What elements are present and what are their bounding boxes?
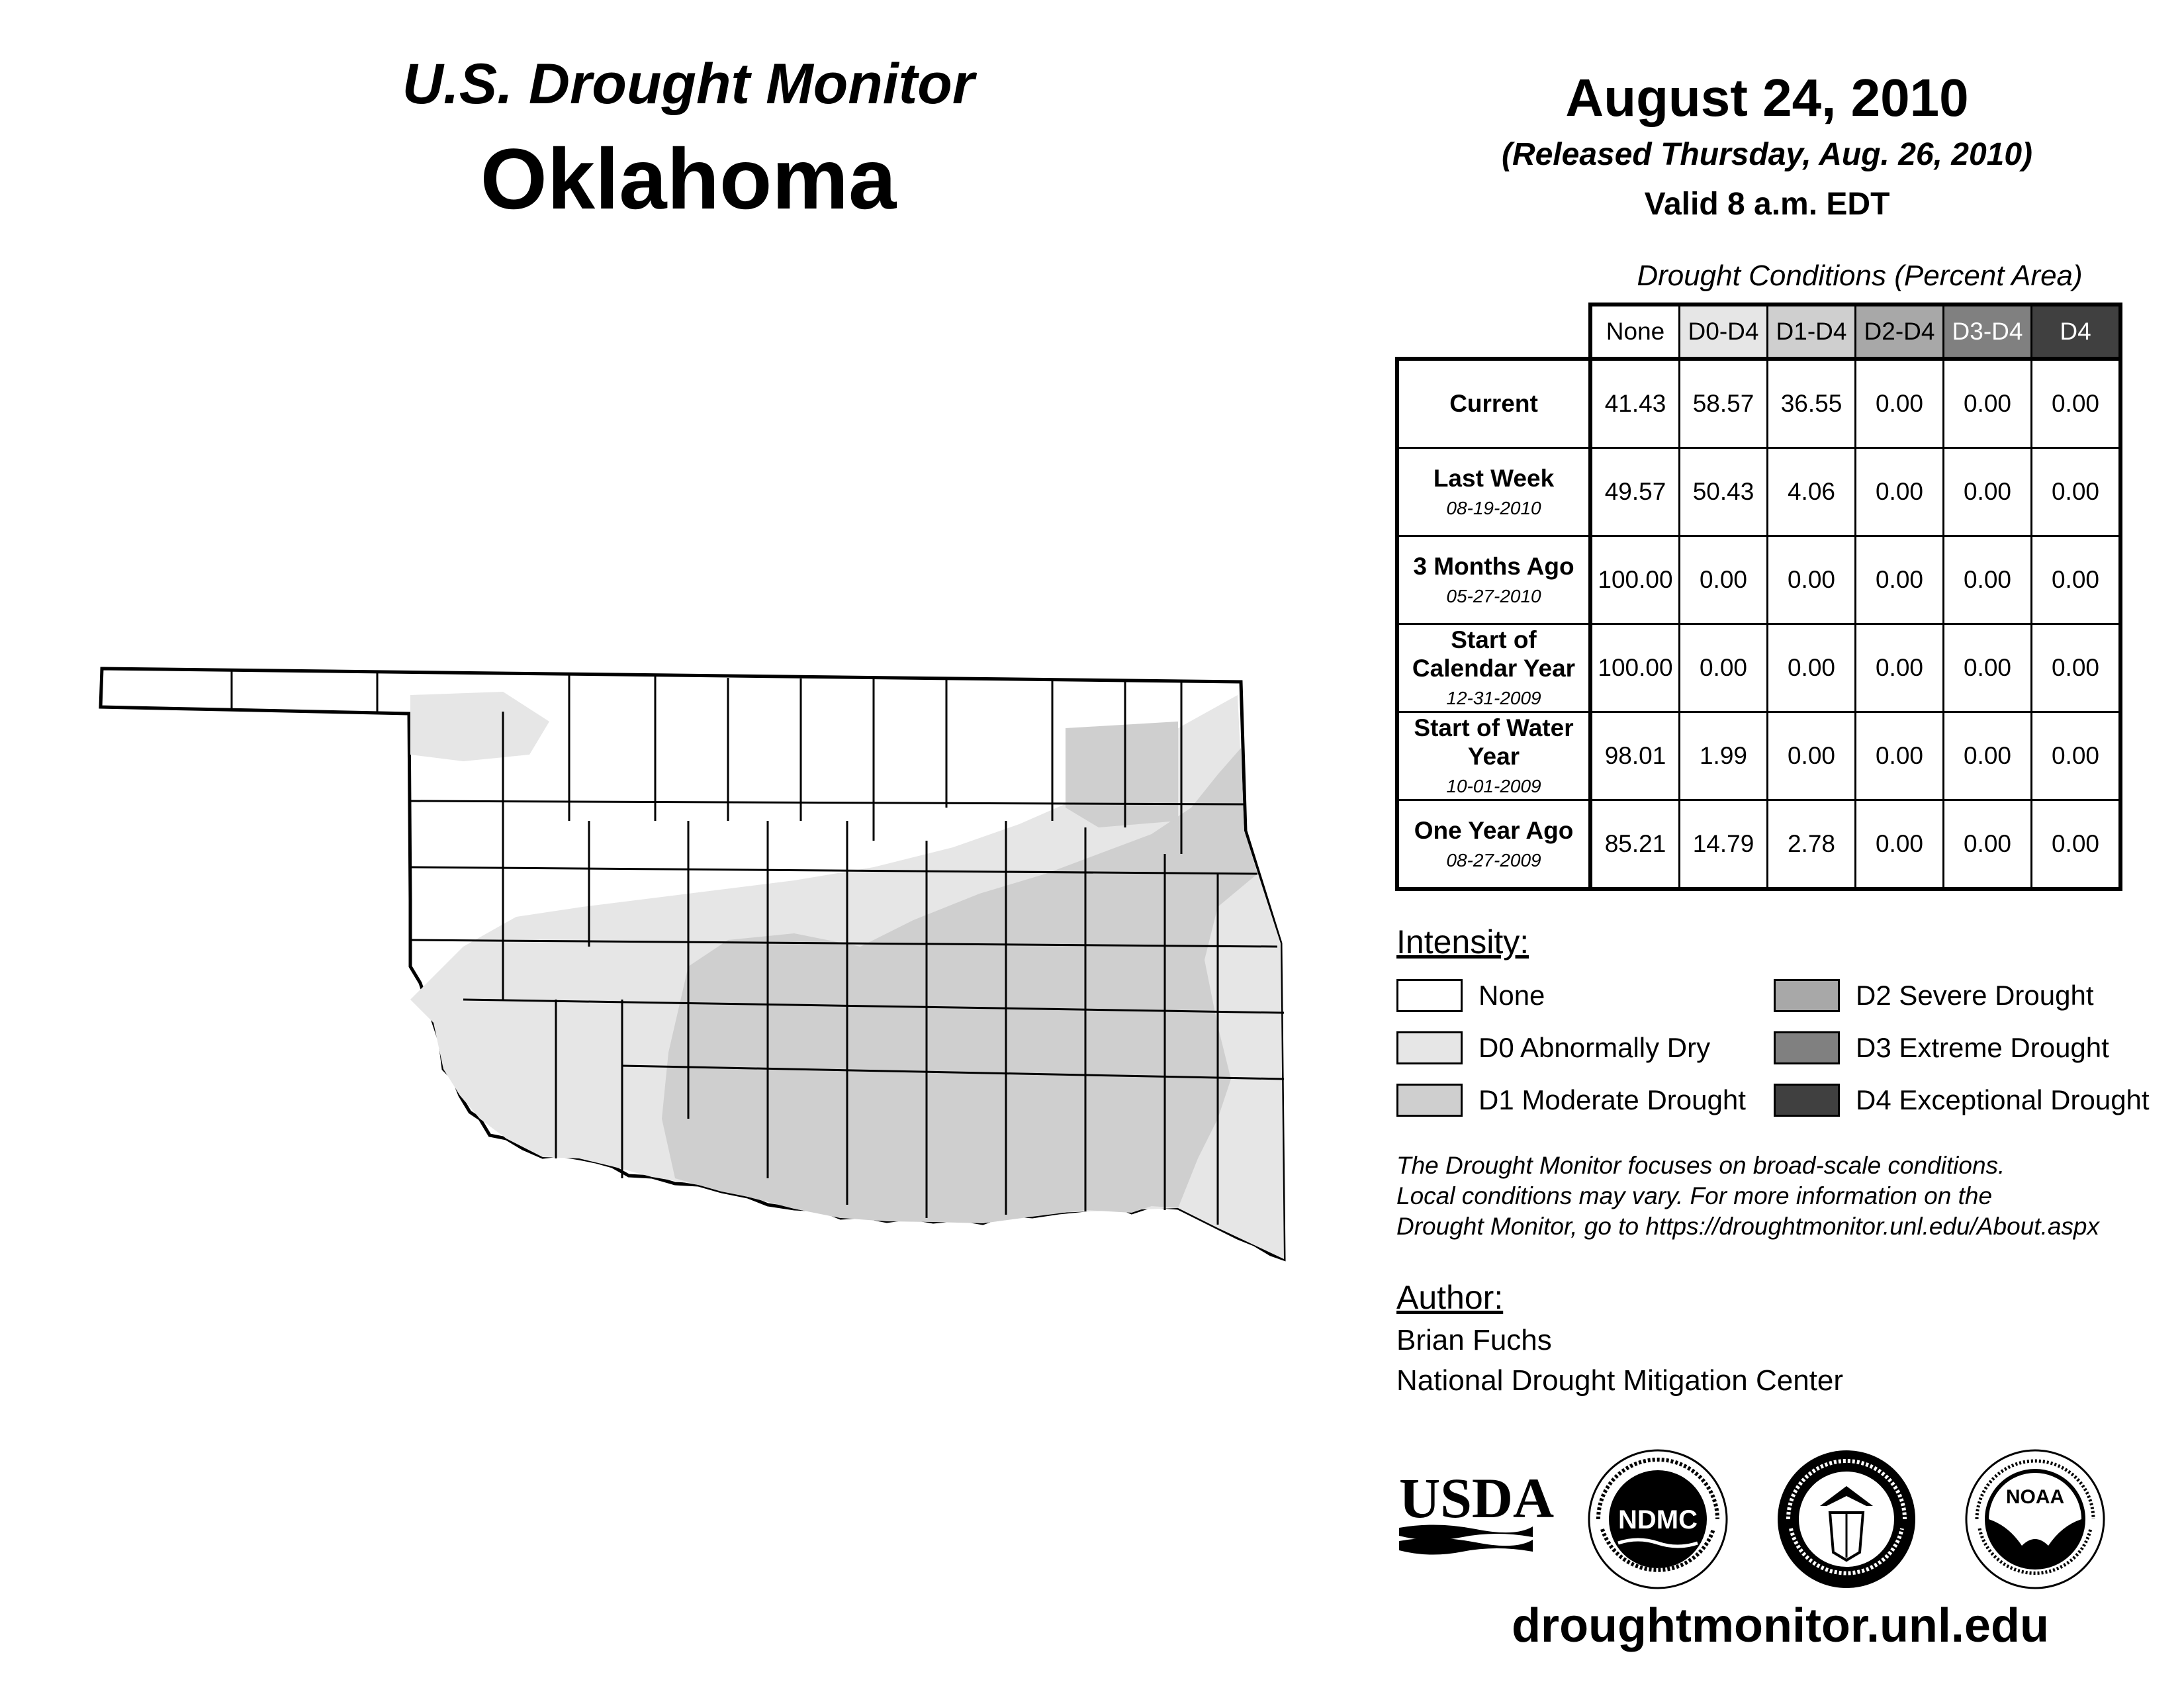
col-d2-d4: D2-D4 (1856, 305, 1944, 359)
row-label (1397, 800, 1590, 890)
table-cell: 0.00 (2032, 448, 2121, 536)
table-cell: 0.00 (1944, 448, 2032, 536)
legend-title: Intensity: (1396, 923, 1529, 961)
table-cell: 100.00 (1590, 624, 1680, 712)
table-cell: 0.00 (2032, 536, 2121, 624)
col-none: None (1590, 305, 1680, 359)
row-label-text: Start of Water Year (1414, 714, 1574, 770)
author-title: Author: (1396, 1279, 1504, 1316)
legend-item-d0 (1396, 1029, 1710, 1066)
row-date: 08-19-2010 (1446, 498, 1541, 519)
note-line: Local conditions may vary. For more information on the (1396, 1182, 1993, 1209)
table-cell: 4.06 (1768, 448, 1856, 536)
disclaimer-note (1396, 1150, 2177, 1242)
noaa-logo-text: NOAA (2005, 1486, 2065, 1508)
table-cell: 36.55 (1768, 359, 1856, 448)
ndmc-logo (1585, 1446, 1731, 1592)
note-line: Drought Monitor, go to https://droughtmonitor.unl.edu/About.aspx (1396, 1213, 2099, 1240)
usda-logo-text: USDA (1399, 1466, 1555, 1530)
d1-region (1066, 722, 1178, 827)
table-cell: 0.00 (1768, 536, 1856, 624)
note-line: The Drought Monitor focuses on broad-scale conditions. (1396, 1152, 2005, 1179)
website-url: droughtmonitor.unl.edu (1512, 1599, 2049, 1652)
table-row (1397, 448, 2120, 536)
map-date: August 24, 2010 (1565, 68, 1969, 127)
valid-time: Valid 8 a.m. EDT (1644, 187, 1890, 222)
col-d0-d4: D0-D4 (1680, 305, 1768, 359)
release-date: (Released Thursday, Aug. 26, 2010) (1501, 137, 2033, 172)
row-label (1397, 712, 1590, 800)
doc-seal-logo (1774, 1446, 1919, 1592)
legend-swatch (1396, 979, 1463, 1012)
row-label-text: Last Week (1433, 464, 1555, 492)
table-cell: 0.00 (2032, 624, 2121, 712)
table-cell: 0.00 (1944, 800, 2032, 890)
legend-label: D2 Severe Drought (1856, 980, 2094, 1011)
table-cell: 0.00 (1856, 536, 1944, 624)
table-cell: 0.00 (1856, 800, 1944, 890)
legend-label: D0 Abnormally Dry (1479, 1032, 1711, 1063)
legend-label: D4 Exceptional Drought (1856, 1084, 2150, 1115)
row-label-text: Current (1449, 389, 1538, 417)
table-cell: 0.00 (1680, 536, 1768, 624)
table-cell: 58.57 (1680, 359, 1768, 448)
table-cell: 0.00 (1856, 448, 1944, 536)
oklahoma-drought-map (93, 655, 1297, 1264)
table-cell: 0.00 (2032, 800, 2121, 890)
table-row (1397, 536, 2120, 624)
author-name: Brian Fuchs (1396, 1324, 1552, 1356)
row-label (1397, 448, 1590, 536)
table-cell: 14.79 (1680, 800, 1768, 890)
table-cell: 1.99 (1680, 712, 1768, 800)
table-cell: 0.00 (1856, 624, 1944, 712)
table-cell: 0.00 (2032, 359, 2121, 448)
legend-swatch (1396, 1084, 1463, 1117)
table-cell: 50.43 (1680, 448, 1768, 536)
legend-swatch (1774, 979, 1840, 1012)
legend-item-d4 (1774, 1082, 2150, 1119)
legend-label: None (1479, 980, 1545, 1011)
table-row (1397, 359, 2120, 448)
col-d4: D4 (2032, 305, 2121, 359)
product-title: U.S. Drought Monitor (402, 52, 975, 116)
legend-swatch (1396, 1031, 1463, 1064)
row-label-text: Start of Calendar Year (1412, 626, 1576, 682)
legend-label: D1 Moderate Drought (1479, 1084, 1746, 1115)
table-cell: 0.00 (1944, 536, 2032, 624)
row-date: 05-27-2010 (1446, 586, 1541, 607)
legend-label: D3 Extreme Drought (1856, 1032, 2109, 1063)
ndmc-logo-text: NDMC (1618, 1505, 1698, 1534)
col-d3-d4: D3-D4 (1944, 305, 2032, 359)
table-cell: 0.00 (2032, 712, 2121, 800)
table-row (1397, 800, 2120, 890)
row-label-text: 3 Months Ago (1413, 552, 1574, 580)
row-date: 08-27-2009 (1446, 850, 1541, 871)
table-cell: 0.00 (1768, 712, 1856, 800)
table-cell: 0.00 (1944, 359, 2032, 448)
table-cell: 98.01 (1590, 712, 1680, 800)
row-label (1397, 359, 1590, 448)
table-cell: 85.21 (1590, 800, 1680, 890)
row-date: 10-01-2009 (1446, 776, 1541, 797)
drought-conditions-table (1395, 303, 2122, 891)
row-label (1397, 624, 1590, 712)
table-cell: 41.43 (1590, 359, 1680, 448)
table-cell: 2.78 (1768, 800, 1856, 890)
usda-logo (1396, 1463, 1555, 1562)
row-label-text: One Year Ago (1414, 816, 1574, 844)
table-cell: 0.00 (1768, 624, 1856, 712)
legend-swatch (1774, 1084, 1840, 1117)
table-cell: 0.00 (1680, 624, 1768, 712)
table-cell: 0.00 (1856, 359, 1944, 448)
noaa-logo (1962, 1446, 2108, 1592)
row-label (1397, 536, 1590, 624)
table-corner (1397, 305, 1590, 359)
legend-item-d1 (1396, 1082, 1746, 1119)
table-cell: 100.00 (1590, 536, 1680, 624)
table-cell: 49.57 (1590, 448, 1680, 536)
state-title: Oklahoma (480, 130, 897, 227)
table-cell: 0.00 (1944, 712, 2032, 800)
col-d1-d4: D1-D4 (1768, 305, 1856, 359)
author-org: National Drought Mitigation Center (1396, 1364, 1844, 1397)
table-cell: 0.00 (1856, 712, 1944, 800)
legend-item-d3 (1774, 1029, 2109, 1066)
table-caption: Drought Conditions (Percent Area) (1637, 259, 2083, 292)
row-date: 12-31-2009 (1446, 688, 1541, 709)
legend-swatch (1774, 1031, 1840, 1064)
table-cell: 0.00 (1944, 624, 2032, 712)
table-header-row (1397, 305, 2120, 359)
table-row (1397, 712, 2120, 800)
table-row (1397, 624, 2120, 712)
legend-item-none (1396, 977, 1545, 1014)
legend-item-d2 (1774, 977, 2094, 1014)
